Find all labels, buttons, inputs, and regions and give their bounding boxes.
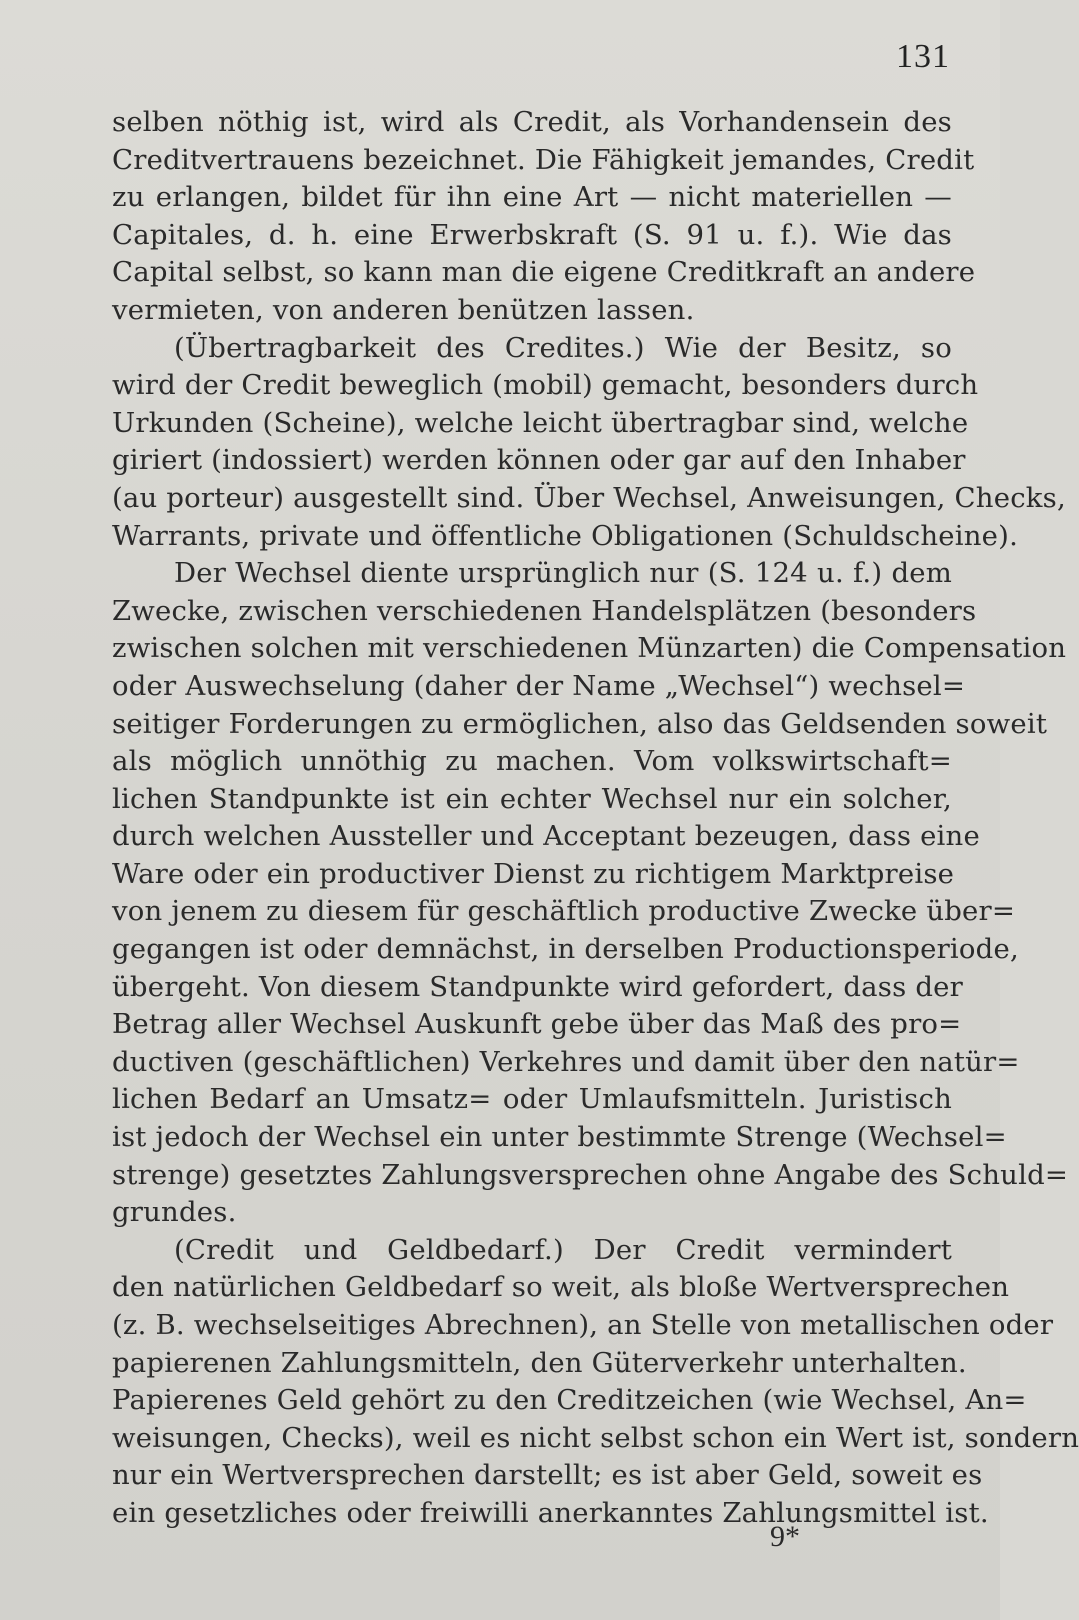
signature-mark: 9*: [770, 1520, 800, 1553]
text-line: übergeht. Von diesem Standpunkte wird gefordert, dass der: [112, 970, 963, 1003]
text-line: ductiven (geschäftlichen) Verkehres und damit über den natür=: [112, 1045, 1020, 1078]
text-line: strenge) gesetztes Zahlungsversprechen ohne Angabe des Schuld=: [112, 1158, 1069, 1191]
text-line: gegangen ist oder demnächst, in derselben Productionsperiode,: [112, 933, 1019, 966]
text-line: als möglich unnöthig zu machen. Vom volkswirtschaft=: [112, 745, 952, 778]
text-line: nur ein Wertversprechen darstellt; es ist aber Geld, soweit es: [112, 1459, 983, 1492]
text-line: Papierenes Geld gehört zu den Creditzeichen (wie Wechsel, An=: [112, 1384, 1027, 1417]
text-line: Creditvertrauens bezeichnet. Die Fähigkeit jemandes, Credit: [112, 143, 975, 176]
text-line: Betrag aller Wechsel Auskunft gebe über das Maß des pro=: [112, 1008, 962, 1041]
text-line: zwischen solchen mit verschiedenen Münzarten) die Compensation: [112, 632, 1067, 665]
section-heading-line: (Übertragbarkeit des Credites.) Wie der Besitz, so: [174, 331, 952, 364]
text-line: Ware oder ein productiver Dienst zu richtigem Marktpreise: [112, 857, 955, 890]
text-line: (au porteur) ausgestellt sind. Über Wechsel, Anweisungen, Checks,: [112, 481, 1066, 514]
text-line: Capital selbst, so kann man die eigene Creditkraft an andere: [112, 256, 976, 289]
text-line: Urkunden (Scheine), welche leicht übertragbar sind, welche: [112, 406, 969, 439]
text-line: weisungen, Checks), weil es nicht selbst schon ein Wert ist, sondern: [112, 1421, 1079, 1454]
text-line: oder Auswechselung (daher der Name „Wechsel“) wechsel=: [112, 669, 966, 702]
text-line: Capitales, d. h. eine Erwerbskraft (S. 91 u. f.). Wie das: [112, 218, 952, 251]
text-line: vermieten, von anderen benützen lassen.: [112, 293, 695, 326]
text-line: seitiger Forderungen zu ermöglichen, also das Geldsenden soweit: [112, 707, 1048, 740]
page-number: 131: [896, 38, 950, 75]
text-line: Warrants, private und öffentliche Obligationen (Schuldscheine).: [112, 519, 1019, 552]
section-heading-line: (Credit und Geldbedarf.) Der Credit vermindert: [174, 1233, 952, 1266]
text-line: ein gesetzliches oder freiwilli anerkanntes Zahlungsmittel ist.: [112, 1496, 989, 1529]
body-text: [112, 104, 1079, 1533]
text-line: (z. B. wechselseitiges Abrechnen), an Stelle von metallischen oder: [112, 1309, 1054, 1341]
text-line: lichen Standpunkte ist ein echter Wechsel nur ein solcher,: [112, 782, 952, 815]
text-line: grundes.: [112, 1196, 237, 1229]
text-line: wird der Credit beweglich (mobil) gemacht, besonders durch: [112, 369, 979, 402]
text-line: Zwecke, zwischen verschiedenen Handelsplätzen (besonders: [112, 594, 977, 627]
text-line: den natürlichen Geldbedarf so weit, als bloße Wertversprechen: [112, 1271, 1010, 1304]
text-line: selben nöthig ist, wird als Credit, als Vorhandensein des: [112, 106, 952, 138]
text-line: Der Wechsel diente ursprünglich nur (S. 124 u. f.) dem: [174, 557, 952, 590]
text-line: zu erlangen, bildet für ihn eine Art — nicht materiellen —: [112, 181, 952, 214]
text-line: papierenen Zahlungsmitteln, den Güterverkehr unterhalten.: [112, 1346, 967, 1379]
text-line: lichen Bedarf an Umsatz= oder Umlaufsmitteln. Juristisch: [112, 1083, 952, 1116]
text-line: ist jedoch der Wechsel ein unter bestimmte Strenge (Wechsel=: [112, 1121, 1007, 1154]
text-line: durch welchen Aussteller und Acceptant bezeugen, dass eine: [112, 820, 980, 853]
text-line: giriert (indossiert) werden können oder gar auf den Inhaber: [112, 444, 966, 477]
text-line: von jenem zu diesem für geschäftlich productive Zwecke über=: [112, 895, 1016, 928]
